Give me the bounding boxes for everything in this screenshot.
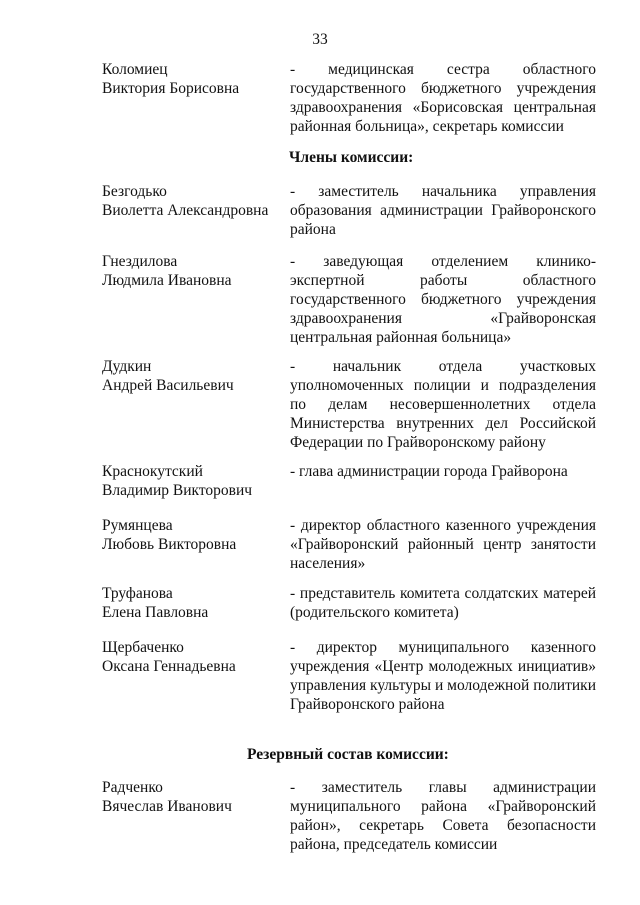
role-line: (родительского комитета) bbox=[290, 604, 459, 621]
person-name bbox=[102, 182, 282, 220]
surname: Щербаченко bbox=[102, 639, 184, 656]
given-name: Андрей Васильевич bbox=[102, 377, 234, 394]
surname: Труфанова bbox=[102, 585, 173, 602]
role-line: учреждения «Центр молодежных инициатив» bbox=[290, 658, 596, 675]
role-line: - глава администрации города Грайворона bbox=[290, 463, 568, 480]
role-line: Грайворонского района bbox=[290, 696, 445, 713]
members-heading: Члены комиссии: bbox=[289, 149, 414, 166]
person-role bbox=[290, 462, 596, 481]
role-line: Федерации по Грайворонскому району bbox=[290, 434, 546, 451]
given-name: Оксана Геннадьевна bbox=[102, 658, 236, 675]
person-name bbox=[102, 778, 282, 816]
role-line: образования администрации Грайворонского bbox=[290, 202, 596, 219]
surname: Румянцева bbox=[102, 517, 173, 534]
role-line: - начальник отдела участковых bbox=[290, 358, 596, 375]
person-role bbox=[290, 60, 596, 136]
role-line: здравоохранения «Борисовская центральная bbox=[290, 99, 596, 116]
person-name bbox=[102, 462, 282, 500]
person-name bbox=[102, 516, 282, 554]
person-role bbox=[290, 638, 596, 714]
role-line: «Грайворонский районный центр занятости bbox=[290, 536, 596, 553]
role-line: района bbox=[290, 221, 336, 238]
page-number: 33 bbox=[312, 31, 328, 48]
surname: Гнездилова bbox=[102, 253, 178, 270]
role-line: по делам несовершеннолетних отдела bbox=[290, 396, 596, 413]
given-name: Владимир Викторович bbox=[102, 482, 253, 499]
role-line: - представитель комитета солдатских матерей bbox=[290, 585, 596, 602]
role-line: Министерства внутренних дел Российской bbox=[290, 415, 596, 432]
given-name: Людмила Ивановна bbox=[102, 272, 232, 289]
given-name: Елена Павловна bbox=[102, 604, 209, 621]
role-line: - директор муниципального казенного bbox=[290, 639, 596, 656]
role-line: - заместитель главы администрации bbox=[290, 779, 596, 796]
role-line: района, председатель комиссии bbox=[290, 836, 498, 853]
person-role bbox=[290, 357, 596, 452]
person-role bbox=[290, 252, 596, 347]
role-line: муниципального района «Грайворонский bbox=[290, 798, 596, 815]
surname: Краснокутский bbox=[102, 463, 203, 480]
given-name: Любовь Викторовна bbox=[102, 536, 237, 553]
person-role bbox=[290, 778, 596, 854]
surname: Безгодько bbox=[102, 183, 167, 200]
surname: Дудкин bbox=[102, 358, 152, 375]
reserve-heading: Резервный состав комиссии: bbox=[247, 746, 449, 763]
person-role bbox=[290, 182, 596, 239]
role-line: уполномоченных полиции и подразделения bbox=[290, 377, 596, 394]
given-name: Виктория Борисовна bbox=[102, 80, 240, 97]
role-line: управления культуры и молодежной политики bbox=[290, 677, 596, 694]
role-line: государственного бюджетного учреждения bbox=[290, 291, 596, 308]
role-line: государственного бюджетного учреждения bbox=[290, 80, 596, 97]
person-name bbox=[102, 584, 282, 622]
surname: Радченко bbox=[102, 779, 163, 796]
given-name: Виолетта Александровна bbox=[102, 202, 269, 219]
role-line: - директор областного казенного учреждения bbox=[290, 517, 596, 534]
person-role bbox=[290, 516, 596, 573]
role-line: здравоохранения «Грайворонская bbox=[290, 310, 596, 327]
given-name: Вячеслав Иванович bbox=[102, 798, 232, 815]
role-line: экспертной работы областного bbox=[290, 272, 596, 289]
role-line: - медицинская сестра областного bbox=[290, 61, 596, 78]
role-line: районная больница», секретарь комиссии bbox=[290, 118, 564, 135]
role-line: - заместитель начальника управления bbox=[290, 183, 596, 200]
person-name bbox=[102, 252, 282, 290]
role-line: район», секретарь Совета безопасности bbox=[290, 817, 596, 834]
person-role bbox=[290, 584, 596, 622]
person-name bbox=[102, 357, 282, 395]
role-line: - заведующая отделением клинико- bbox=[290, 253, 596, 270]
surname: Коломиец bbox=[102, 61, 168, 78]
role-line: центральная районная больница» bbox=[290, 329, 512, 346]
person-name bbox=[102, 638, 282, 676]
person-name bbox=[102, 60, 282, 98]
role-line: населения» bbox=[290, 555, 366, 572]
